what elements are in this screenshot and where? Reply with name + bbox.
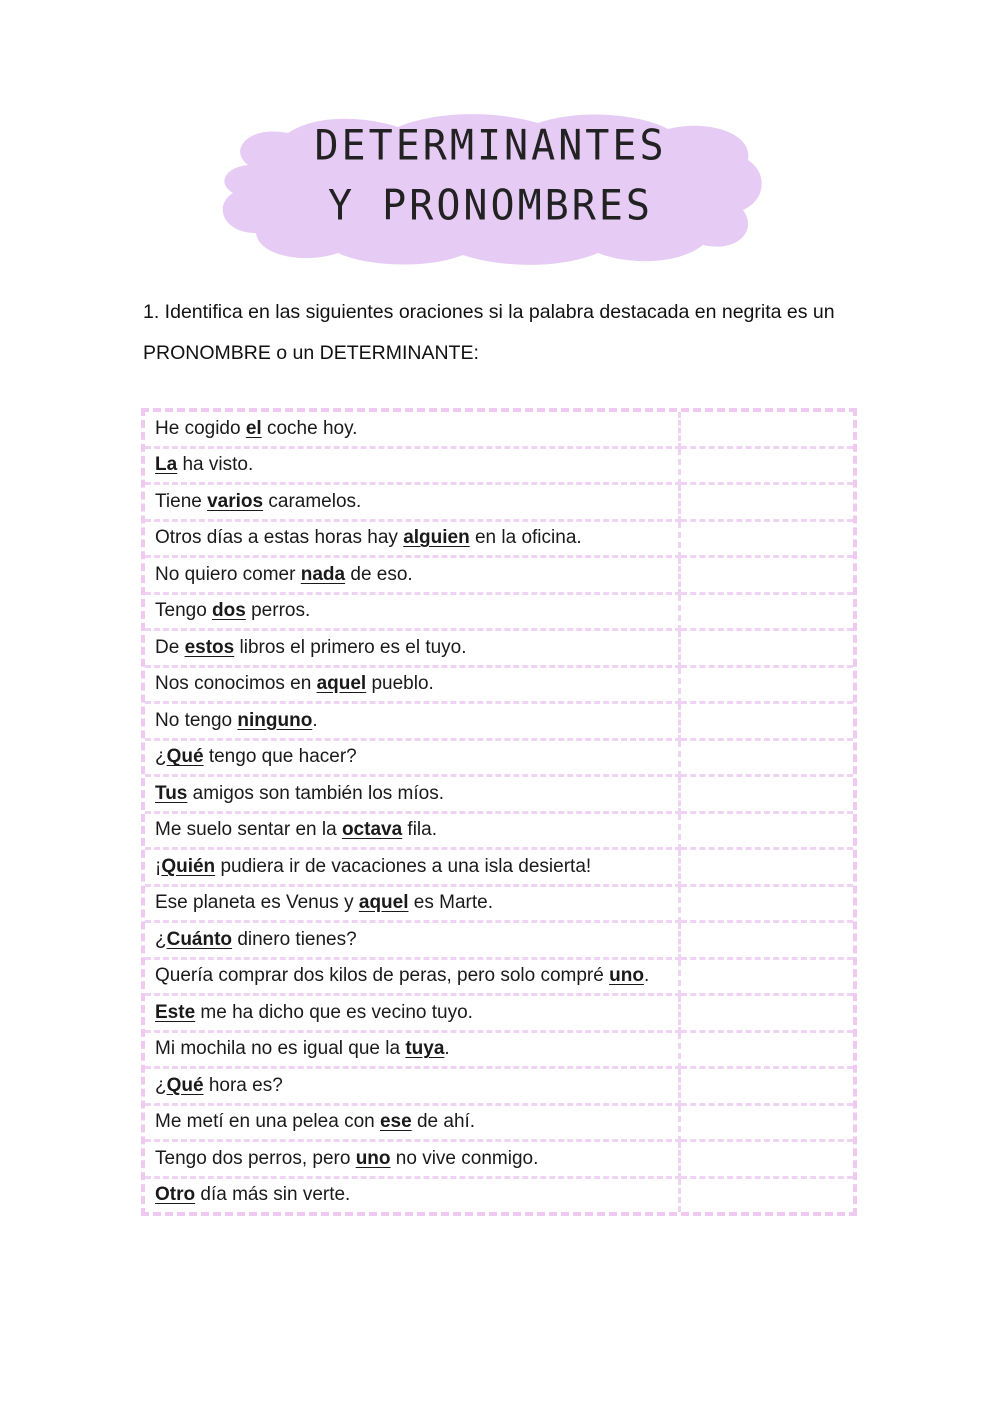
table-row: [145, 741, 853, 778]
sentence-cell: [145, 1069, 681, 1106]
table-row: [145, 668, 853, 705]
answer-cell[interactable]: [681, 1106, 853, 1143]
sentence-text-after: es Marte.: [408, 892, 493, 914]
highlighted-word: Qué: [166, 1074, 204, 1096]
table-row: [145, 1179, 853, 1213]
sentence-text-before: Tengo dos perros, pero: [155, 1147, 356, 1169]
sentence-text-after: .: [312, 709, 318, 731]
sentence-cell: [145, 777, 681, 814]
table-row: [145, 1069, 853, 1106]
table-row: [145, 814, 853, 851]
answer-cell[interactable]: [681, 668, 853, 705]
sentence-text-before: Nos conocimos en: [155, 673, 317, 695]
sentence-text-before: ¿: [155, 928, 167, 950]
sentence-text-before: ¡: [155, 855, 162, 877]
sentence-cell: [145, 996, 681, 1033]
highlighted-word: ese: [379, 1111, 412, 1133]
sentence-cell: [145, 595, 681, 632]
answer-cell[interactable]: [681, 777, 853, 814]
table-row: [145, 558, 853, 595]
answer-cell[interactable]: [681, 887, 853, 924]
sentence-cell: [145, 887, 681, 924]
sentence-text-after: dinero tienes?: [232, 928, 357, 950]
highlighted-word: uno: [355, 1147, 391, 1169]
answer-cell[interactable]: [681, 814, 853, 851]
sentence-cell: [145, 1142, 681, 1179]
sentence-text-after: tengo que hacer?: [203, 746, 357, 768]
highlighted-word: Otro: [155, 1184, 196, 1206]
page-title: [208, 105, 773, 270]
answer-cell[interactable]: [681, 1142, 853, 1179]
sentence-text-after: pudiera ir de vacaciones a una isla desierta!: [215, 855, 592, 877]
highlighted-word: octava: [341, 819, 403, 841]
answer-cell[interactable]: [681, 741, 853, 778]
table-row: [145, 631, 853, 668]
sentence-text-before: Ese planeta es Venus y: [155, 892, 359, 914]
highlighted-word: Qué: [166, 746, 204, 768]
answer-cell[interactable]: [681, 595, 853, 632]
sentence-text-after: de ahí.: [411, 1111, 476, 1133]
table-row: [145, 522, 853, 559]
sentence-cell: [145, 741, 681, 778]
sentence-text-before: Otros días a estas horas hay: [155, 527, 404, 549]
highlighted-word: uno: [609, 965, 644, 987]
sentence-cell: [145, 449, 681, 486]
sentence-text-after: pueblo.: [366, 673, 434, 695]
highlighted-word: tuya: [405, 1038, 445, 1060]
answer-cell[interactable]: [681, 522, 853, 559]
highlighted-word: nada: [300, 563, 346, 585]
highlighted-word: el: [245, 417, 262, 439]
sentence-text-before: He cogido: [155, 417, 246, 439]
table-row: [145, 595, 853, 632]
highlighted-word: alguien: [403, 527, 470, 549]
sentence-text-after: libros el primero es el tuyo.: [234, 636, 467, 658]
highlighted-word: aquel: [316, 673, 367, 695]
highlighted-word: aquel: [358, 892, 409, 914]
table-row: [145, 704, 853, 741]
sentence-text-after: coche hoy.: [261, 417, 358, 439]
sentence-text-after: en la oficina.: [469, 527, 582, 549]
highlighted-word: Tus: [155, 782, 188, 804]
sentence-text-before: ¿: [155, 746, 167, 768]
title-line-1: DETERMINANTES: [314, 121, 667, 171]
sentence-cell: [145, 1179, 681, 1213]
table-row: [145, 1106, 853, 1143]
sentence-text-after: de eso.: [345, 563, 413, 585]
answer-cell[interactable]: [681, 1069, 853, 1106]
sentence-text-before: ¿: [155, 1074, 167, 1096]
sentence-text-after: fila.: [402, 819, 438, 841]
sentence-text-after: hora es?: [203, 1074, 283, 1096]
table-row: [145, 996, 853, 1033]
table-row: [145, 449, 853, 486]
table-row: [145, 777, 853, 814]
sentence-text-after: perros.: [245, 600, 311, 622]
sentence-text-after: .: [643, 965, 650, 987]
highlighted-word: La: [155, 454, 178, 476]
sentence-text-before: No quiero comer: [155, 563, 301, 585]
table-row: [145, 412, 853, 449]
sentence-text-before: Me metí en una pelea con: [155, 1111, 380, 1133]
table-row: [145, 850, 853, 887]
answer-cell[interactable]: [681, 923, 853, 960]
highlighted-word: dos: [212, 600, 246, 622]
answer-cell[interactable]: [681, 412, 853, 449]
sentence-cell: [145, 704, 681, 741]
sentence-cell: [145, 850, 681, 887]
sentence-text-before: Mi mochila no es igual que la: [155, 1038, 406, 1060]
sentence-text-after: me ha dicho que es vecino tuyo.: [195, 1001, 473, 1023]
answer-cell[interactable]: [681, 631, 853, 668]
table-row: [145, 923, 853, 960]
title-banner: [208, 105, 773, 270]
answer-cell[interactable]: [681, 850, 853, 887]
answer-cell[interactable]: [681, 1179, 853, 1213]
sentence-text-before: Tiene: [155, 490, 208, 512]
title-line-2: Y PRONOMBRES: [328, 181, 653, 231]
answer-cell[interactable]: [681, 558, 853, 595]
highlighted-word: Este: [155, 1001, 196, 1023]
sentence-cell: [145, 558, 681, 595]
sentence-text-after: ha visto.: [177, 454, 254, 476]
sentence-cell: [145, 923, 681, 960]
highlighted-word: varios: [207, 490, 264, 512]
highlighted-word: estos: [184, 636, 235, 658]
answer-cell[interactable]: [681, 1033, 853, 1070]
sentence-text-after: caramelos.: [263, 490, 362, 512]
sentence-cell: [145, 668, 681, 705]
sentence-cell: [145, 631, 681, 668]
sentence-text-after: .: [444, 1038, 450, 1060]
highlighted-word: Cuánto: [166, 928, 233, 950]
sentence-cell: [145, 485, 681, 522]
sentence-text-before: No tengo: [155, 709, 238, 731]
highlighted-word: Quién: [161, 855, 216, 877]
highlighted-word: ninguno: [237, 709, 313, 731]
sentence-cell: [145, 814, 681, 851]
answer-cell[interactable]: [681, 704, 853, 741]
sentence-cell: [145, 1033, 681, 1070]
exercise-instruction: 1. Identifica en las siguientes oraciones si la palabra destacada en negrita es un PRONOMBRE o un DETERMINANTE:: [143, 301, 835, 364]
table-row: [145, 1033, 853, 1070]
answer-cell[interactable]: [681, 996, 853, 1033]
answer-cell[interactable]: [681, 960, 853, 997]
sentence-text-before: De: [155, 636, 185, 658]
table-row: [145, 485, 853, 522]
sentence-text-before: Me suelo sentar en la: [155, 819, 342, 841]
sentence-text-after: no vive conmigo.: [390, 1147, 539, 1169]
sentence-cell: [145, 1106, 681, 1143]
exercise-table: [141, 408, 857, 1216]
sentence-text-before: Quería comprar dos kilos de peras, pero solo compré: [155, 965, 610, 987]
sentence-text-after: día más sin verte.: [195, 1184, 351, 1206]
answer-cell[interactable]: [681, 449, 853, 486]
table-row: [145, 887, 853, 924]
sentence-cell: [145, 960, 681, 997]
table-row: [145, 960, 853, 997]
sentence-cell: [145, 412, 681, 449]
sentence-cell: [145, 522, 681, 559]
sentence-text-after: amigos son también los míos.: [187, 782, 444, 804]
table-row: [145, 1142, 853, 1179]
answer-cell[interactable]: [681, 485, 853, 522]
sentence-text-before: Tengo: [155, 600, 213, 622]
